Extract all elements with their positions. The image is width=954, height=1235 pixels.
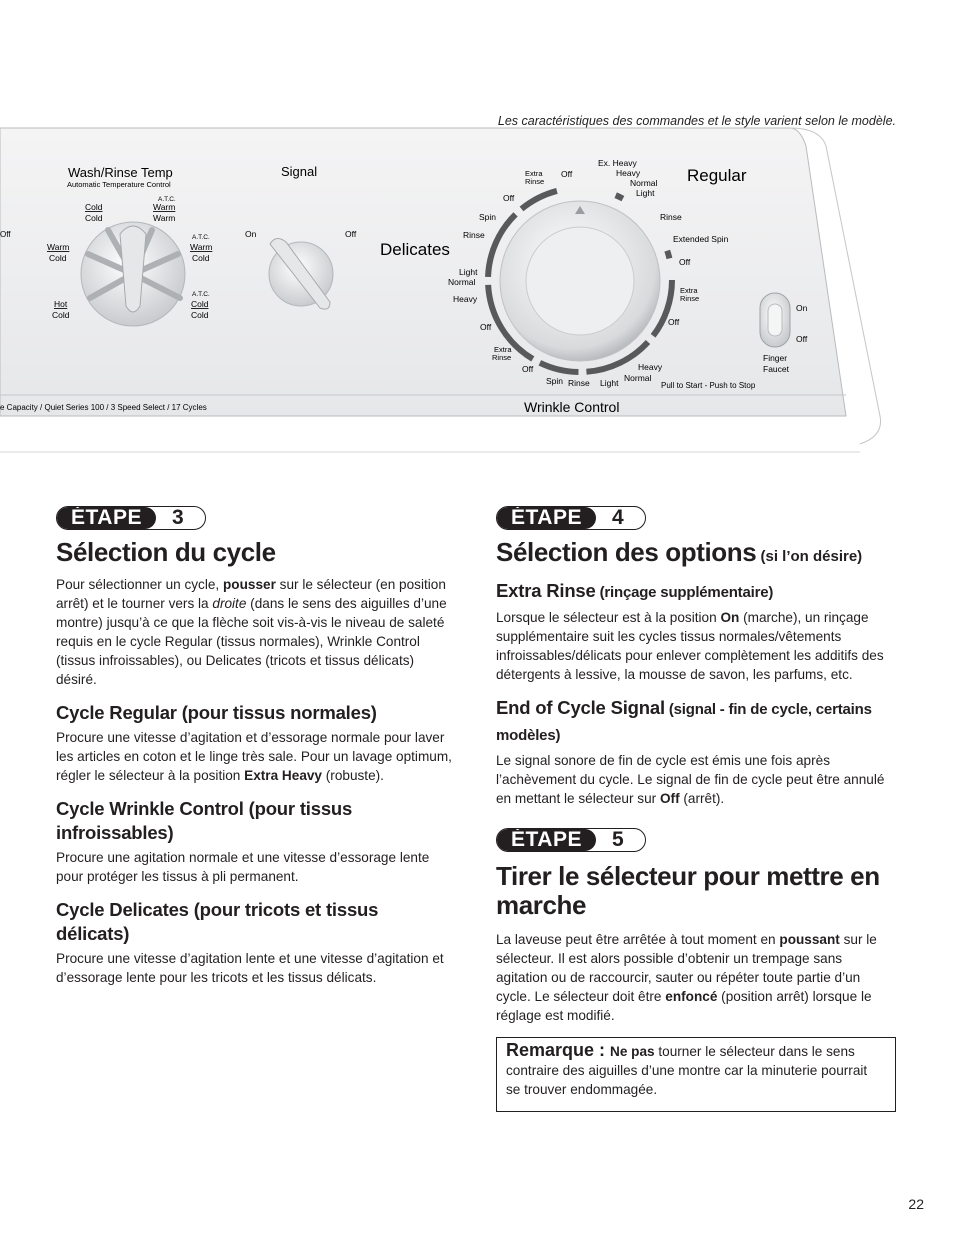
step-3-intro: Pour sélectionner un cycle, pousser sur le sélecteur (en position arrêt) et le tourner vers la droite (dans le sens des aiguilles d’une montre) jusqu’à ce que la flèche soit vis-à-vis le niveau de saleté requis en le cycle Regular (tissus normales), Wrinkle Control (tissus infroissables), ou Delicates (tricots et tissus délicats) désiré. bbox=[56, 577, 447, 687]
step-4-title: Sélection des options (si l’on désire) bbox=[496, 537, 863, 567]
svg-text:Heavy: Heavy bbox=[638, 362, 663, 372]
svg-text:On: On bbox=[796, 303, 808, 313]
svg-text:Warm: Warm bbox=[190, 242, 213, 252]
capacity-strip: e Capacity / Quiet Series 100 / 3 Speed Select / 17 Cycles bbox=[0, 403, 207, 412]
svg-text:A.T.C.: A.T.C. bbox=[192, 234, 210, 241]
wrinkle-heading: Cycle Wrinkle Control (pour tissus infroissables) bbox=[56, 798, 353, 843]
svg-text:Cold: Cold bbox=[52, 310, 70, 320]
svg-text:Light: Light bbox=[459, 267, 478, 277]
svg-text:Spin: Spin bbox=[479, 212, 497, 222]
signal-text: Le signal sonore de fin de cycle est émis une fois après l’achèvement du cycle. Le signal de fin de cycle peut être annulé en mettant le sélecteur sur Off (arrêt). bbox=[496, 753, 885, 806]
control-panel-illustration bbox=[0, 126, 954, 466]
svg-text:Cold: Cold bbox=[49, 253, 67, 263]
svg-text:Extra: Extra bbox=[525, 169, 543, 178]
svg-text:Spin: Spin bbox=[546, 376, 564, 386]
extra-rinse-text: Lorsque le sélecteur est à la position On (marche), un rinçage supplémentaire suit les cycles tissus normales/vêtements infroissables/délicats pour enlever complètement les additifs des détergents à lessive, la mousse de savon, les parfums, etc. bbox=[496, 610, 884, 682]
temp-off-label: Off bbox=[0, 230, 11, 239]
svg-text:Cold: Cold bbox=[191, 310, 209, 320]
step-5-title: Tirer le sélecteur pour mettre en marche bbox=[496, 861, 880, 920]
wrinkle-control-label: Wrinkle Control bbox=[524, 399, 620, 415]
svg-text:Normal: Normal bbox=[630, 178, 658, 188]
svg-text:On: On bbox=[245, 229, 257, 239]
step-3-badge: ÉTAPE 3 bbox=[56, 506, 206, 530]
remark-box: Remarque : Ne pas tourner le sélecteur dans le sens contraire des aiguilles d’une montre car la minuterie pourrait se trouver endommagée. bbox=[496, 1037, 896, 1112]
regular-label: Regular bbox=[687, 166, 747, 185]
svg-text:Rinse: Rinse bbox=[660, 212, 682, 222]
wrinkle-text: Procure une agitation normale et une vitesse d’essorage lente pour protéger les tissus à pli permanent. bbox=[56, 850, 430, 884]
step-5-badge: ÉTAPE 5 bbox=[496, 828, 646, 852]
svg-text:Off: Off bbox=[480, 322, 492, 332]
regular-text: Procure une vitesse d’agitation et d’essorage normale pour laver les articles en coton et le linge très sale. Pour un lavage optimum, régler le sélecteur à la position Extra Heavy (robuste). bbox=[56, 730, 452, 783]
svg-text:Cold: Cold bbox=[192, 253, 210, 263]
svg-text:Off: Off bbox=[796, 334, 808, 344]
svg-text:Off: Off bbox=[668, 317, 680, 327]
signal-heading: End of Cycle Signal (signal - fin de cycle, certains modèles) bbox=[496, 697, 872, 744]
step-4-section bbox=[496, 506, 896, 1112]
svg-text:Ex. Heavy: Ex. Heavy bbox=[598, 158, 637, 168]
svg-text:Rinse: Rinse bbox=[525, 177, 545, 186]
regular-heading: Cycle Regular (pour tissus normales) bbox=[56, 702, 377, 723]
extra-rinse-heading: Extra Rinse (rinçage supplémentaire) bbox=[496, 580, 774, 601]
wash-rinse-subtitle: Automatic Temperature Control bbox=[67, 180, 171, 189]
wash-rinse-title: Wash/Rinse Temp bbox=[68, 165, 173, 180]
svg-text:Extra: Extra bbox=[494, 345, 512, 354]
svg-text:Heavy: Heavy bbox=[453, 294, 478, 304]
svg-text:Off: Off bbox=[503, 193, 515, 203]
svg-text:Off: Off bbox=[679, 257, 691, 267]
step-4-badge: ÉTAPE 4 bbox=[496, 506, 646, 530]
svg-text:Rinse: Rinse bbox=[463, 230, 485, 240]
svg-text:Faucet: Faucet bbox=[763, 364, 789, 374]
svg-text:Rinse: Rinse bbox=[568, 378, 590, 388]
svg-text:Off: Off bbox=[561, 169, 573, 179]
step-3-section bbox=[56, 506, 456, 987]
svg-text:Rinse: Rinse bbox=[680, 294, 700, 303]
svg-text:A.T.C.: A.T.C. bbox=[192, 291, 210, 298]
svg-text:Warm: Warm bbox=[153, 213, 176, 223]
models-note: Les caractéristiques des commandes et le style varient selon le modèle. bbox=[497, 114, 896, 128]
svg-text:Normal: Normal bbox=[624, 373, 652, 383]
svg-text:Warm: Warm bbox=[153, 202, 176, 212]
svg-text:Off: Off bbox=[522, 364, 534, 374]
svg-text:Cold: Cold bbox=[85, 213, 103, 223]
page-number: 22 bbox=[908, 1196, 924, 1212]
svg-text:Heavy: Heavy bbox=[616, 168, 641, 178]
svg-text:Extra: Extra bbox=[680, 286, 698, 295]
svg-text:Extended Spin: Extended Spin bbox=[673, 234, 729, 244]
svg-text:Hot: Hot bbox=[54, 299, 68, 309]
step-3-title: Sélection du cycle bbox=[56, 537, 276, 567]
svg-text:Cold: Cold bbox=[85, 202, 103, 212]
cycle-dial-inner bbox=[526, 227, 634, 335]
step-5-section bbox=[496, 828, 896, 1112]
delicates-heading: Cycle Delicates (pour tricots et tissus délicats) bbox=[56, 899, 379, 944]
svg-text:Light: Light bbox=[636, 188, 655, 198]
svg-text:Normal: Normal bbox=[448, 277, 476, 287]
svg-text:Cold: Cold bbox=[191, 299, 209, 309]
delicates-text: Procure une vitesse d’agitation lente et une vitesse d’agitation et d’essorage lente pour les tricots et les tissus délicats. bbox=[56, 951, 444, 985]
svg-text:Rinse: Rinse bbox=[492, 353, 512, 362]
pull-start-label: Pull to Start - Push to Stop bbox=[661, 381, 756, 390]
svg-text:A.T.C.: A.T.C. bbox=[158, 196, 176, 203]
svg-text:Warm: Warm bbox=[47, 242, 70, 252]
svg-text:Finger: Finger bbox=[763, 353, 788, 363]
step-5-text: La laveuse peut être arrêtée à tout moment en poussant sur le sélecteur. Il est alors possible d’obtenir un trempage sans agitation ou de raccourcir, sauter ou répéter toute partie d’un cycle. Le sélecteur doit être enfoncé (position arrêt) lorsque le réglage est modifié. bbox=[496, 932, 877, 1023]
svg-text:Off: Off bbox=[345, 229, 357, 239]
signal-title: Signal bbox=[281, 164, 318, 179]
svg-text:Light: Light bbox=[600, 378, 619, 388]
delicates-label: Delicates bbox=[380, 240, 450, 259]
